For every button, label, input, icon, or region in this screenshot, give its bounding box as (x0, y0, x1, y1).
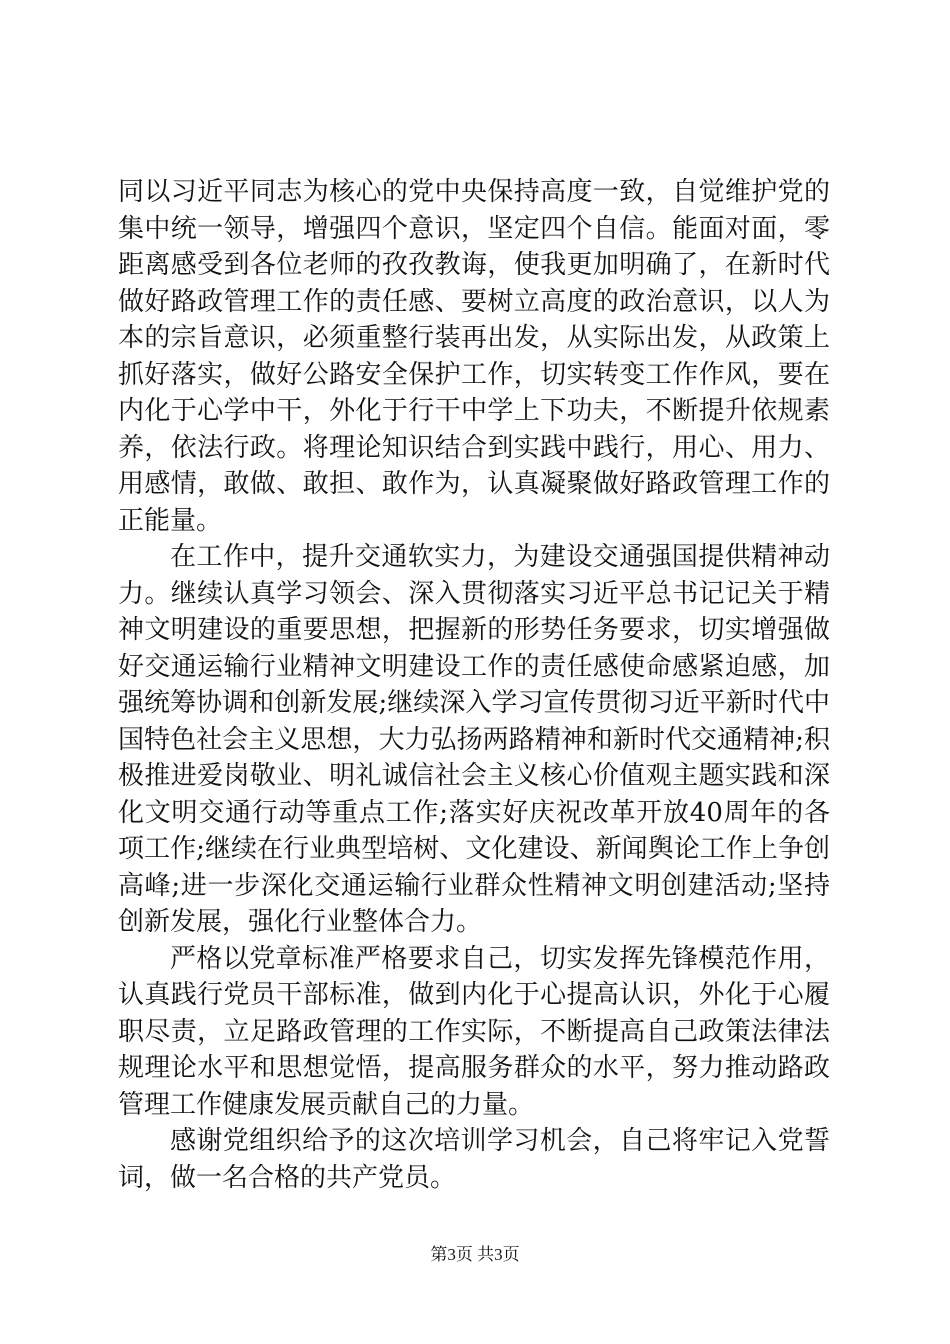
paragraph-party-standard: 严格以党章标准严格要求自己，切实发挥先锋模范作用，认真践行党员干部标准，做到内化于心提高认识，外化于心履职尽责，立足路政管理的工作实际，不断提高自己政策法律法规理论水平和思想觉悟，提高服务群众的水平，努力推动路政管理工作健康发展贡献自己的力量。 (118, 943, 830, 1120)
paragraph-work: 在工作中，提升交通软实力，为建设交通强国提供精神动力。继续认真学习领会、深入贯彻落实习近平总书记记关于精神文明建设的重要思想，把握新的形势任务要求，切实增强做好交通运输行业精神文明建设工作的责任感使命感紧迫感，加强统筹协调和创新发展;继续深入学习宣传贯彻习近平新时代中国特色社会主义思想，大力弘扬两路精神和新时代交通精神;积极推进爱岗敬业、明礼诚信社会主义核心价值观主题实践和深化文明交通行动等重点工作;落实好庆祝改革开放40周年的各项工作;继续在行业典型培树、文化建设、新闻舆论工作上争创高峰;进一步深化交通运输行业群众性精神文明创建活动;坚持创新发展，强化行业整体合力。 (118, 542, 830, 937)
paragraph-continuation: 同以习近平同志为核心的党中央保持高度一致，自觉维护党的集中统一领导，增强四个意识，坚定四个自信。能面对面，零距离感受到各位老师的孜孜教诲，使我更加明确了，在新时代做好路政管理工作的责任感、要树立高度的政治意识，以人为本的宗旨意识，必须重整行装再出发，从实际出发，从政策上抓好落实，做好公路安全保护工作，切实转变工作作风，要在内化于心学中干，外化于行干中学上下功夫，不断提升依规素养，依法行政。将理论知识结合到实践中践行，用心、用力、用感情，敢做、敢担、敢作为，认真凝聚做好路政管理工作的正能量。 (118, 177, 830, 536)
document-body (118, 174, 830, 1196)
page-number-footer: 第3页 共3页 (430, 1245, 520, 1264)
paragraph-thanks: 感谢党组织给予的这次培训学习机会，自己将牢记入党誓词，做一名合格的共产党员。 (118, 1126, 830, 1193)
